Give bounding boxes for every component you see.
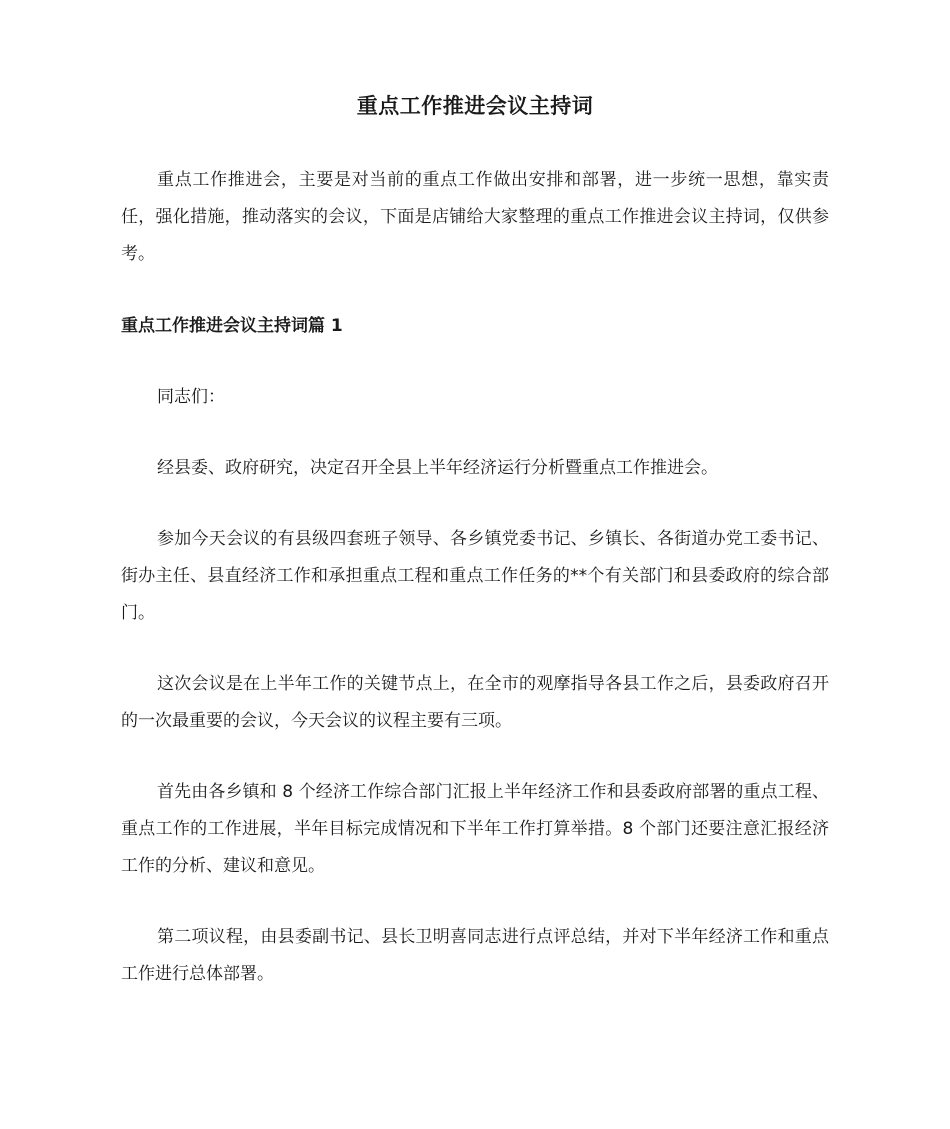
body-paragraph: 首先由各乡镇和 8 个经济工作综合部门汇报上半年经济工作和县委政府部署的重点工程、重点工作的工作进展，半年目标完成情况和下半年工作打算举措。8 个部门还要注意汇报经济工作的分析、建议和意见。	[121, 782, 829, 876]
salutation-paragraph: 同志们：	[157, 387, 225, 407]
body-paragraph: 经县委、政府研究，决定召开全县上半年经济运行分析暨重点工作推进会。	[157, 458, 718, 478]
document-title: 重点工作推进会议主持词	[356, 94, 594, 118]
body-paragraph: 第二项议程，由县委副书记、县长卫明喜同志进行点评总结，并对下半年经济工作和重点工作进行总体部署。	[121, 927, 829, 984]
body-paragraph: 参加今天会议的有县级四套班子领导、各乡镇党委书记、乡镇长、各街道办党工委书记、街办主任、县直经济工作和承担重点工程和重点工作任务的**个有关部门和县委政府的综合部门。	[121, 529, 829, 623]
intro-paragraph: 重点工作推进会，主要是对当前的重点工作做出安排和部署，进一步统一思想，靠实责任，强化措施，推动落实的会议，下面是店铺给大家整理的重点工作推进会议主持词，仅供参考。	[121, 170, 829, 264]
body-paragraph: 这次会议是在上半年工作的关键节点上，在全市的观摩指导各县工作之后，县委政府召开的一次最重要的会议，今天会议的议程主要有三项。	[121, 674, 829, 731]
section-heading: 重点工作推进会议主持词篇 1	[121, 316, 343, 336]
